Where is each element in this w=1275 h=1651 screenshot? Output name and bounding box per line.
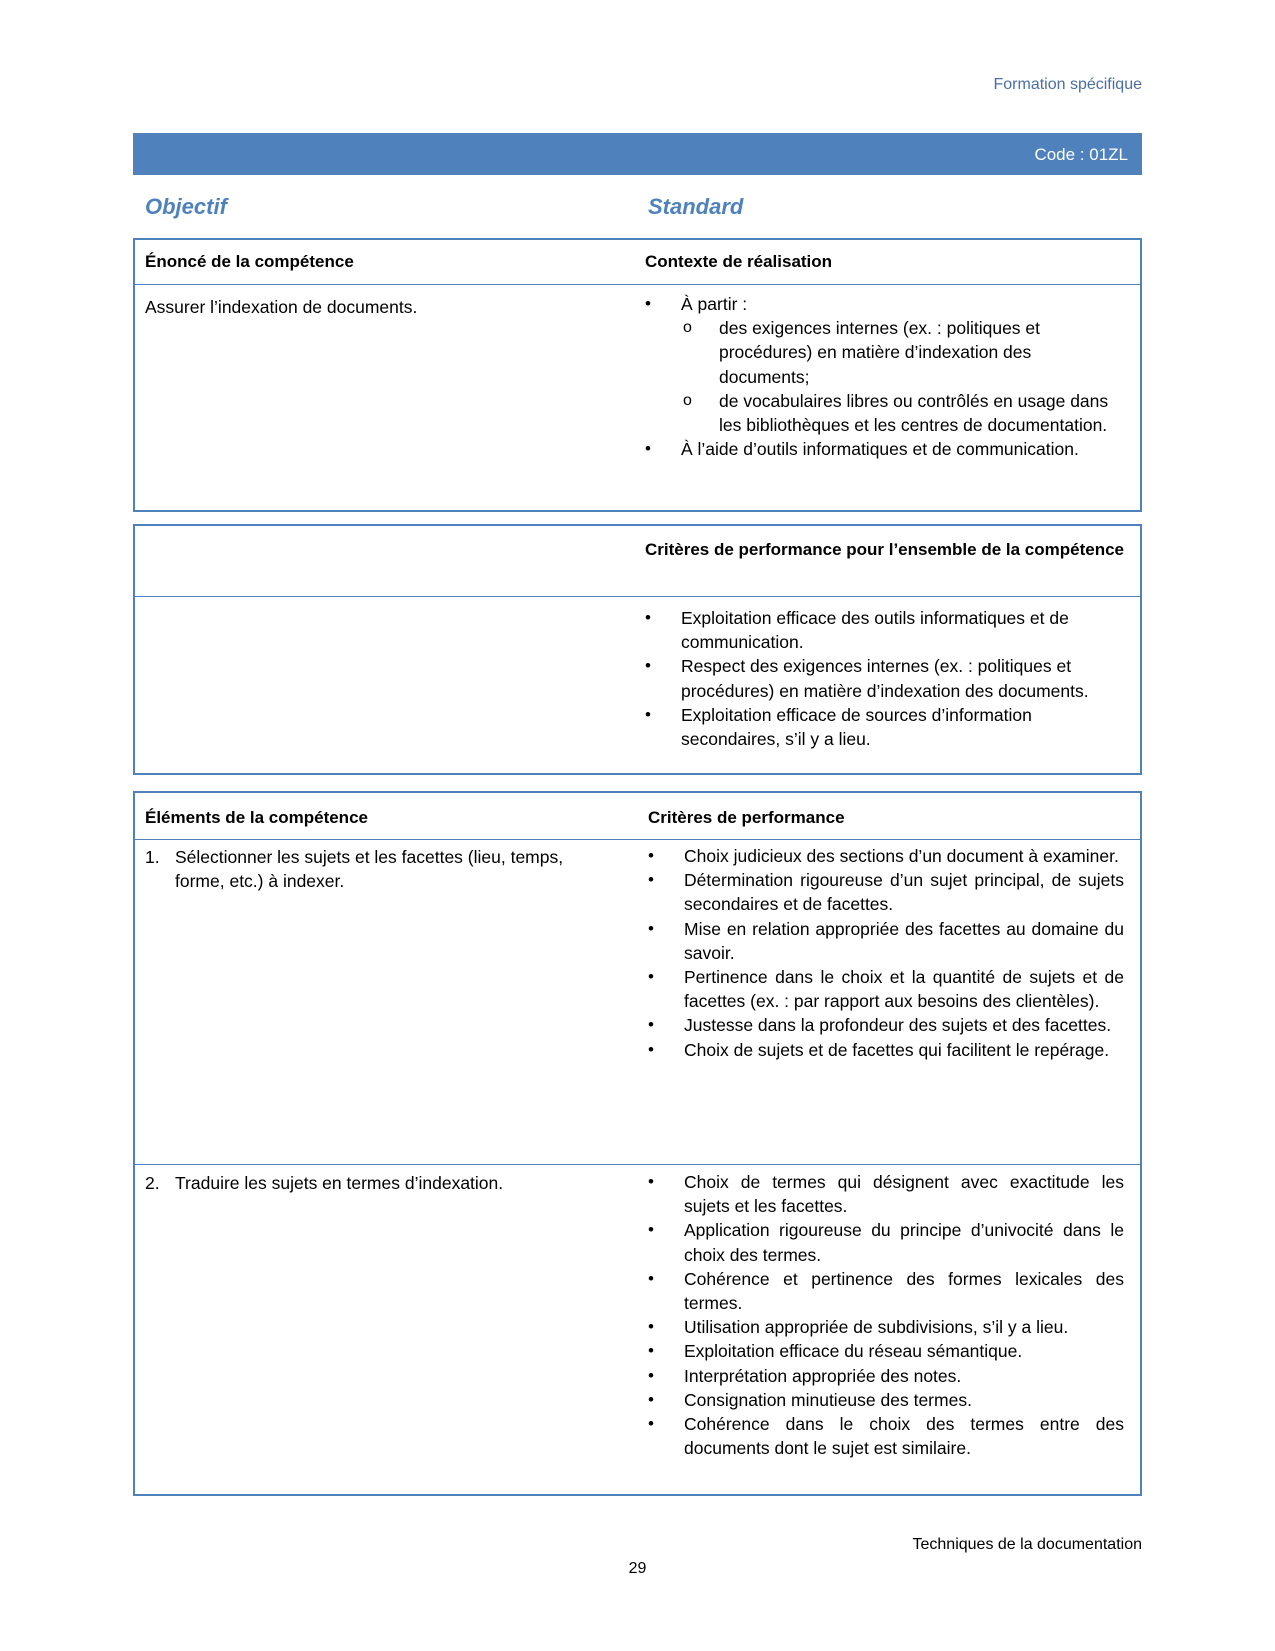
list-item: • Exploitation efficace de sources d’information secondaires, s’il y a lieu.: [645, 703, 1125, 751]
list-item: • Choix judicieux des sections d’un document à examiner.: [648, 844, 1124, 868]
page-number: 29: [628, 1560, 647, 1577]
element-2-criteria: [648, 1170, 1124, 1460]
list-item: • Cohérence et pertinence des formes lexicales des termes.: [648, 1267, 1124, 1315]
criteria-header: Critères de performance: [648, 808, 845, 827]
element-2: [145, 1171, 615, 1195]
standard-heading: Standard: [648, 194, 744, 219]
overall-criteria-box: [133, 524, 1142, 775]
list-item: • À l’aide d’outils informatiques et de communication.: [645, 437, 1125, 461]
context-header: Contexte de réalisation: [645, 252, 833, 271]
list-item: • Exploitation efficace du réseau sémantique.: [648, 1339, 1124, 1363]
list-item: • Respect des exigences internes (ex. : politiques et procédures) en matière d’indexation des documents.: [645, 654, 1125, 702]
element-number: 2.: [145, 1173, 160, 1193]
list-item: • Exploitation efficace des outils informatiques et de communication.: [645, 606, 1125, 654]
list-item: • Mise en relation appropriée des facettes au domaine du savoir.: [648, 917, 1124, 965]
list-item: o de vocabulaires libres ou contrôlés en usage dans les bibliothèques et les centres de documentation.: [681, 389, 1125, 437]
element-text: Sélectionner les sujets et les facettes (lieu, temps, forme, etc.) à indexer.: [175, 847, 564, 892]
context-list: [645, 292, 1125, 461]
elements-box-header: [135, 793, 1140, 840]
element-1: [145, 845, 615, 893]
context-bullet-from: À partir :: [681, 294, 748, 314]
competence-statement: Assurer l’indexation de documents.: [145, 297, 418, 317]
code-band: [133, 133, 1142, 175]
list-item: • Détermination rigoureuse d’un sujet principal, de sujets secondaires et de facettes.: [648, 868, 1124, 916]
list-item: • Choix de sujets et de facettes qui facilitent le repérage.: [648, 1038, 1124, 1062]
objective-heading: Objectif: [145, 194, 227, 219]
list-item: • Consignation minutieuse des termes.: [648, 1388, 1124, 1412]
list-item: • Choix de termes qui désignent avec exactitude les sujets et les facettes.: [648, 1170, 1124, 1218]
element-text: Traduire les sujets en termes d’indexation.: [175, 1173, 504, 1193]
overall-criteria-header-row: [135, 526, 1140, 597]
footer-program: Techniques de la documentation: [912, 1536, 1142, 1553]
list-item: [645, 292, 1125, 437]
statement-header: Énoncé de la compétence: [145, 252, 354, 271]
objective-standard-row: [145, 194, 1140, 224]
running-header: Formation spécifique: [993, 76, 1142, 93]
list-item: • Justesse dans la profondeur des sujets et des facettes.: [648, 1013, 1124, 1037]
list-item: • Interprétation appropriée des notes.: [648, 1364, 1124, 1388]
list-item: • Pertinence dans le choix et la quantité de sujets et de facettes (ex. : par rapport aux besoins des clientèles).: [648, 965, 1124, 1013]
list-item: o des exigences internes (ex. : politiques et procédures) en matière d’indexation des documents;: [681, 316, 1125, 389]
competence-statement-box: [133, 238, 1142, 512]
overall-criteria-header: Critères de performance pour l’ensemble de la compétence: [645, 540, 1124, 559]
overall-criteria-list: [645, 606, 1125, 751]
list-item: • Cohérence dans le choix des termes entre des documents dont le sujet est similaire.: [648, 1412, 1124, 1460]
element-row-1: [135, 839, 1140, 1164]
list-item: • Utilisation appropriée de subdivisions, s’il y a lieu.: [648, 1315, 1124, 1339]
competence-box-header: [135, 240, 1140, 285]
element-number: 1.: [145, 847, 160, 867]
element-1-criteria: [648, 844, 1124, 1062]
elements-header: Éléments de la compétence: [145, 808, 368, 827]
list-item: • Application rigoureuse du principe d’univocité dans le choix des termes.: [648, 1218, 1124, 1266]
competency-code: Code : 01ZL: [1034, 145, 1128, 164]
elements-box: [133, 791, 1142, 1496]
element-row-2: [135, 1164, 1140, 1490]
